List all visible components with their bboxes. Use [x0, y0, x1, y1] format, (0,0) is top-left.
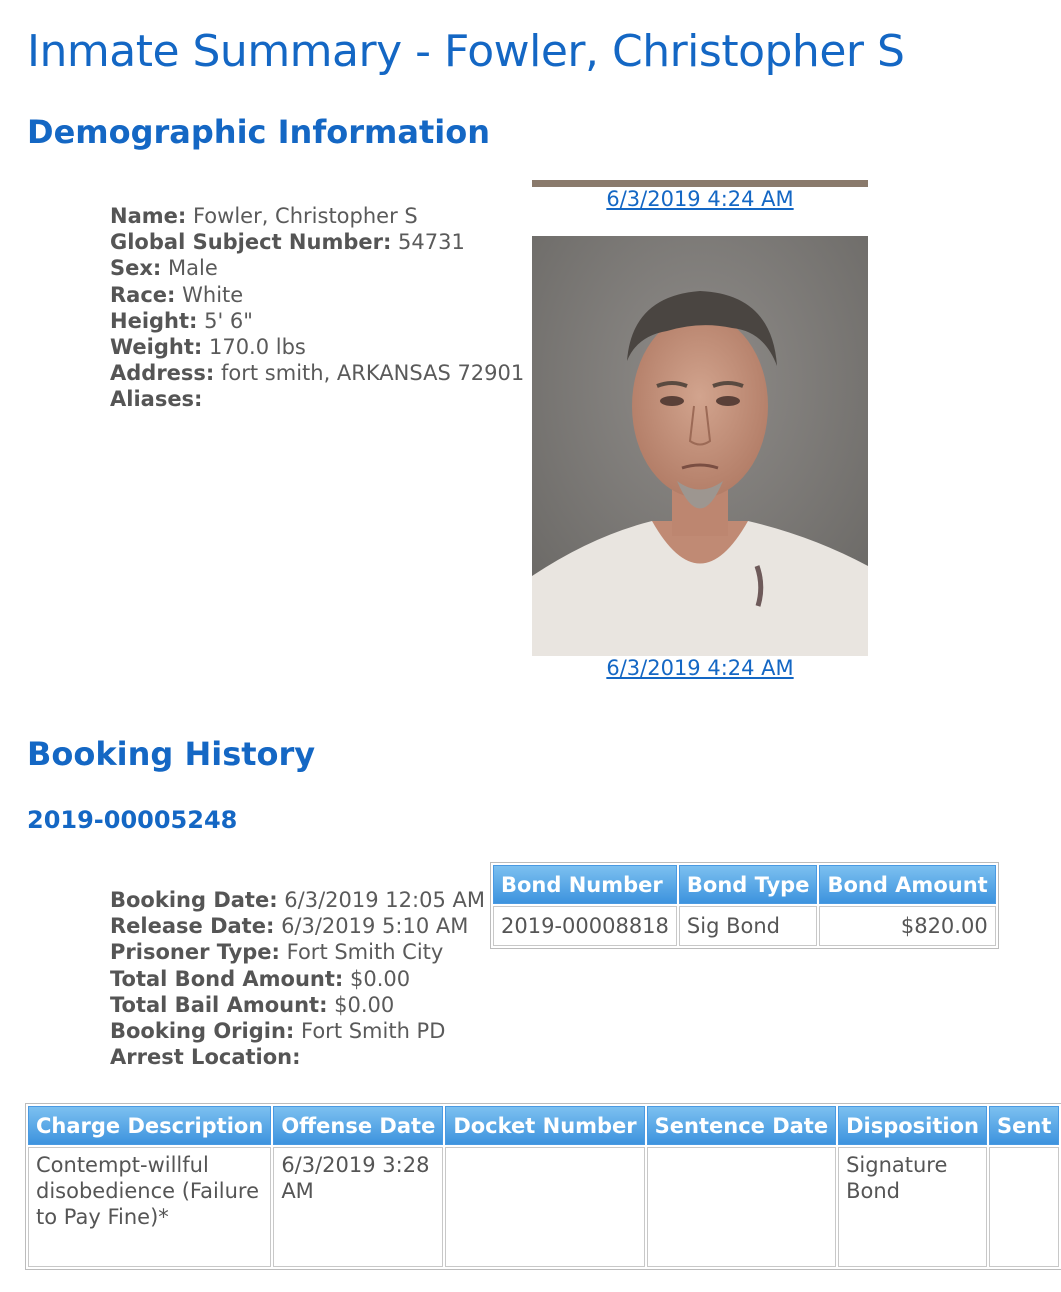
sentence-date-cell [647, 1147, 836, 1267]
docket-number-cell [445, 1147, 644, 1267]
mugshot-image [532, 236, 868, 656]
table-row [493, 906, 996, 946]
booking-info [110, 887, 485, 1070]
sex-row: Sex: Male [110, 256, 218, 281]
booking-origin-row: Booking Origin: Fort Smith PD [110, 1018, 446, 1043]
aliases-row: Aliases: [110, 387, 203, 412]
weight-row: Weight: 170.0 lbs [110, 334, 306, 359]
docket-number-header[interactable]: Docket Number [445, 1106, 644, 1145]
height-row: Height: 5' 6" [110, 308, 253, 333]
booking-history-heading: Booking History [27, 735, 316, 773]
charge-description-cell: Contempt-willful disobedience (Failure to Pay Fine)* [28, 1147, 271, 1267]
charge-description-header[interactable]: Charge Description [28, 1106, 271, 1145]
bond-type-header[interactable]: Bond Type [679, 865, 818, 904]
bond-amount-cell: $820.00 [819, 906, 995, 946]
bond-amount-header[interactable]: Bond Amount [819, 865, 995, 904]
arrest-location-row: Arrest Location: [110, 1045, 301, 1070]
bond-table-header [493, 865, 996, 904]
bond-number-header[interactable]: Bond Number [493, 865, 677, 904]
charges-table [25, 1103, 1061, 1270]
disposition-header[interactable]: Disposition [838, 1106, 987, 1145]
sentence-header-truncated[interactable]: Sent [989, 1106, 1059, 1145]
photo-date-link-bottom[interactable]: 6/3/2019 4:24 AM [606, 656, 794, 680]
release-date-row: Release Date: 6/3/2019 5:10 AM [110, 914, 469, 939]
total-bail-row: Total Bail Amount: $0.00 [110, 992, 395, 1017]
race-row: Race: White [110, 282, 244, 307]
disposition-cell: Signature Bond [838, 1147, 987, 1267]
name-row: Name: Fowler, Christopher S [110, 204, 418, 228]
bond-type-cell: Sig Bond [679, 906, 818, 946]
demographic-heading: Demographic Information [27, 113, 490, 151]
offense-date-cell: 6/3/2019 3:28 AM [273, 1147, 443, 1267]
sentence-date-header[interactable]: Sentence Date [647, 1106, 836, 1145]
bond-number-cell: 2019-00008818 [493, 906, 677, 946]
subject-number-row: Global Subject Number: 54731 [110, 230, 465, 255]
booking-number: 2019-00005248 [27, 806, 238, 834]
charges-table-header [28, 1106, 1059, 1145]
sentence-cell [989, 1147, 1059, 1267]
address-row: Address: fort smith, ARKANSAS 72901 [110, 361, 525, 386]
previous-photo-strip[interactable] [532, 180, 868, 187]
page-title: Inmate Summary - Fowler, Christopher S [27, 26, 905, 77]
offense-date-header[interactable]: Offense Date [273, 1106, 443, 1145]
photo-date-link-top[interactable]: 6/3/2019 4:24 AM [606, 187, 794, 211]
bond-table [490, 862, 999, 949]
prisoner-type-row: Prisoner Type: Fort Smith City [110, 940, 444, 965]
mugshot-photo[interactable] [532, 236, 868, 656]
demographic-info [110, 203, 524, 413]
table-row [28, 1147, 1059, 1267]
booking-date-row: Booking Date: 6/3/2019 12:05 AM [110, 888, 485, 912]
total-bond-row: Total Bond Amount: $0.00 [110, 966, 411, 991]
